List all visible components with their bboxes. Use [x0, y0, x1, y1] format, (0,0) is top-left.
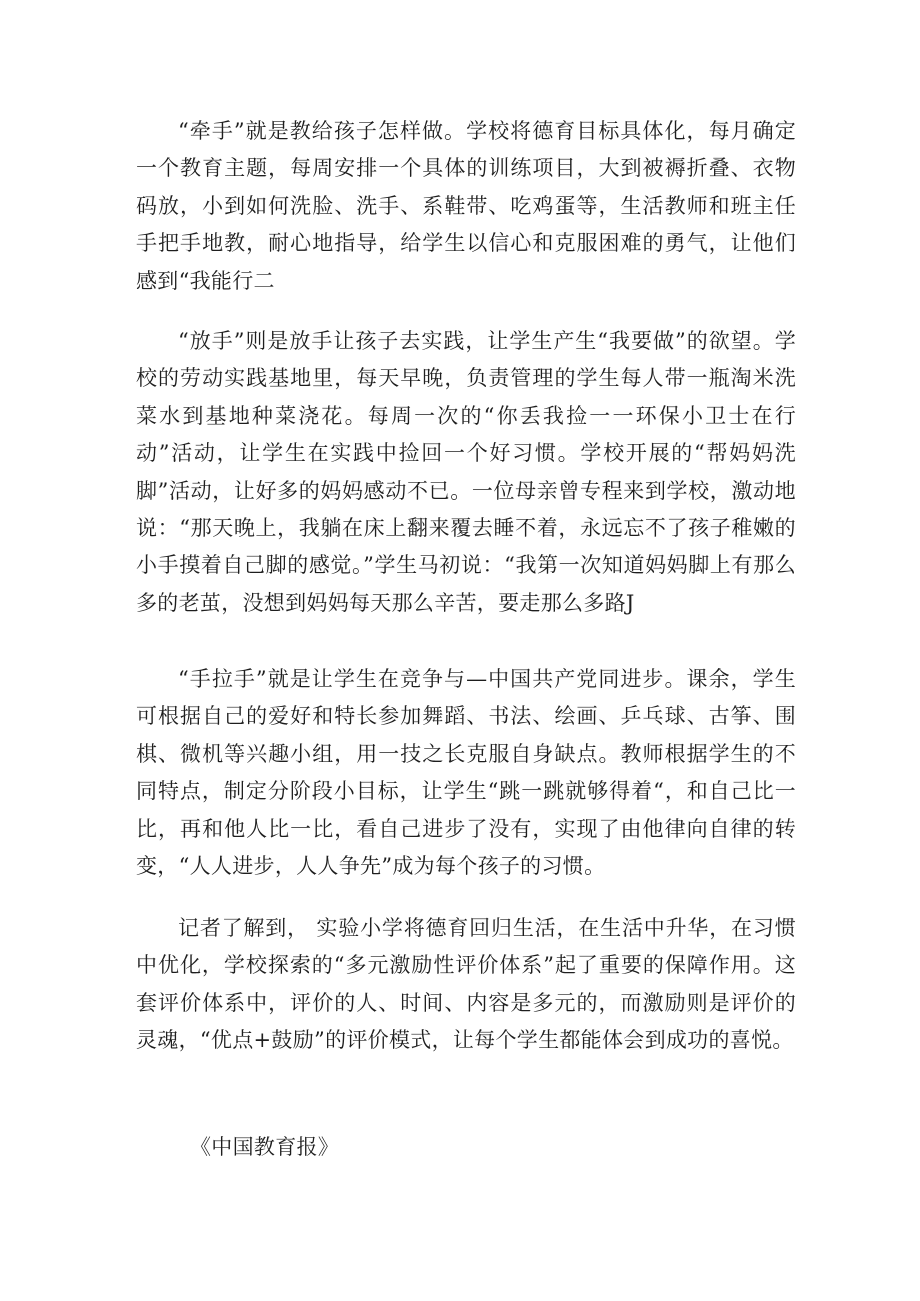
paragraph-reporter-summary: 记者了解到， 实验小学将德育回归生活，在生活中升华，在习惯中优化，学校探索的“多元激励性评价体系”起了重要的保障作用。这套评价体系中，评价的人、时间、内容是多元的，而激励则是评价的灵魂，“优点+鼓励”的评价模式，让每个学生都能体会到成功的喜悦。: [136, 916, 796, 1053]
paragraph-fangshou: “放手”则是放手让孩子去实践，让学生产生“我要做”的欲望。学校的劳动实践基地里，每天早晚，负责管理的学生每人带一瓶淘米洗菜水到基地种菜浇花。每周一次的“你丢我捡一一环保小卫士在行动”活动，让学生在实践中捡回一个好习惯。学校开展的“帮妈妈洗脚”活动，让好多的妈妈感动不已。一位母亲曾专程来到学校，激动地说：“那天晚上，我躺在床上翻来覆去睡不着，永远忘不了孩子稚嫩的小手摸着自己脚的感觉。”学生马初说：“我第一次知道妈妈脚上有那么多的老茧，没想到妈妈每天那么辛苦，要走那么多路J: [136, 329, 796, 615]
paragraph-qianshou: “牵手”就是教给孩子怎样做。学校将德育目标具体化，每月确定一个教育主题，每周安排一个具体的训练项目，大到被褥折叠、衣物码放，小到如何洗脸、洗手、系鞋带、吃鸡蛋等，生活教师和班主任手把手地教，耐心地指导，给学生以信心和克服困难的勇气，让他们感到“我能行二: [136, 119, 796, 293]
source-citation: 《中国教育报》: [190, 1135, 340, 1159]
paragraph-shoulashou: “手拉手”就是让学生在竞争与—中国共产党同进步。课余，学生可根据自己的爱好和特长参加舞蹈、书法、绘画、乒乓球、古筝、围棋、微机等兴趣小组，用一技之长克服自身缺点。教师根据学生的不同特点，制定分阶段小目标，让学生“跳一跳就够得着“，和自己比一比，再和他人比一比，看自己进步了没有，实现了由他律向自律的转变，“人人进步，人人争先”成为每个孩子的习惯。: [136, 667, 796, 879]
